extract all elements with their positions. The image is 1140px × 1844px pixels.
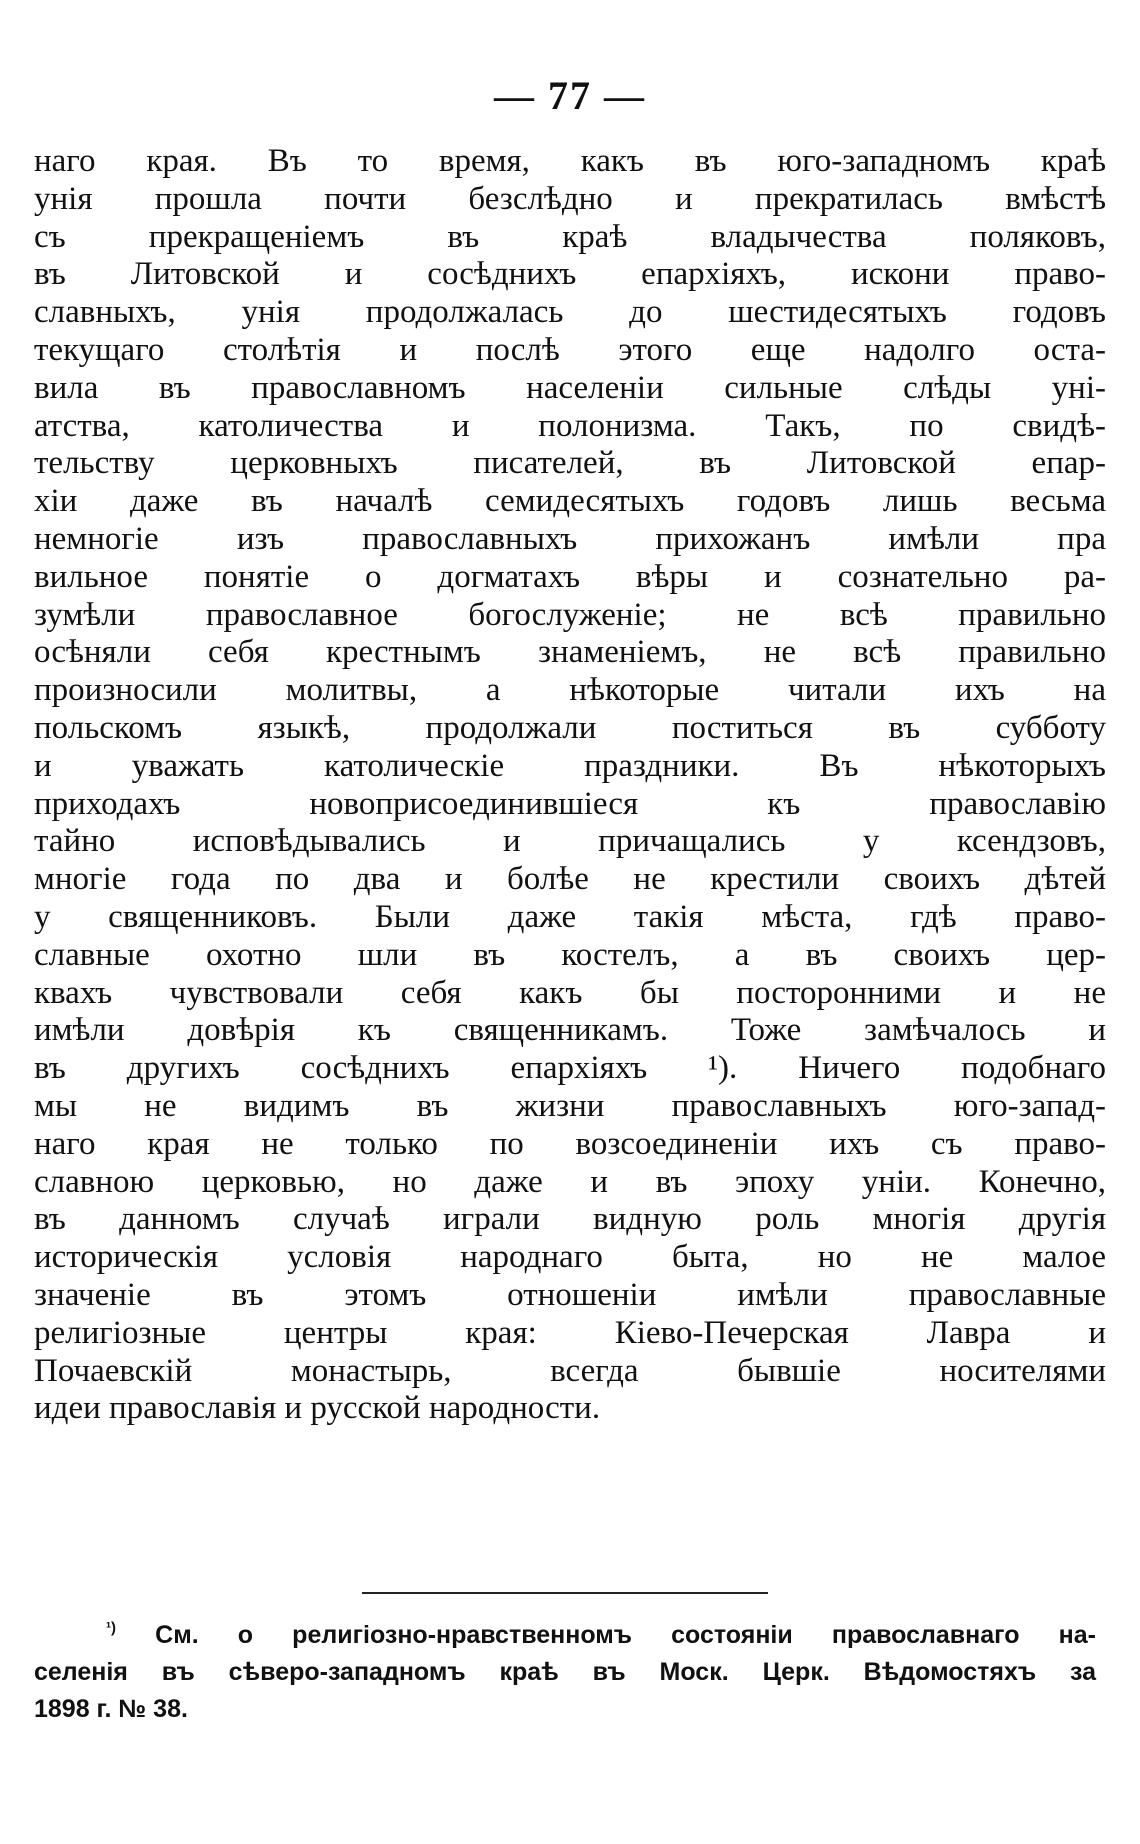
page-number: — 77 — [494, 73, 646, 118]
footnote-line [34, 1617, 1096, 1654]
footnote-marker: ¹) [106, 1619, 116, 1637]
text-line: вильное понятіе о догматахъ вѣры и сознательно ра- [34, 558, 1106, 595]
text-line: славною церковью, но даже и въ эпоху уніи. Конечно, [34, 1163, 1106, 1200]
text-line: наго края не только по возсоединеніи ихъ съ право- [34, 1125, 1106, 1162]
text-line: въ Литовской и сосѣднихъ епархіяхъ, искони право- [34, 256, 1106, 293]
footnote-line: 1898 г. № 38. [34, 1695, 188, 1723]
text-line: и уважать католическіе праздники. Въ нѣкоторыхъ [34, 747, 1106, 784]
text-line: славные охотно шли въ костелъ, а въ своихъ цер- [34, 936, 1106, 973]
text-line: религіозные центры края: Кіево-Печерская Лавра и [34, 1314, 1106, 1351]
footnote-divider [362, 1592, 768, 1594]
text-line: въ другихъ сосѣднихъ епархіяхъ ¹). Ничего подобнаго [34, 1050, 1106, 1087]
text-line: значеніе въ этомъ отношеніи имѣли православные [34, 1276, 1106, 1313]
footnote-text: См. о религіозно-нравственномъ состояніи православнаго на- [155, 1621, 1096, 1649]
body-text [34, 143, 1106, 1428]
text-line: въ данномъ случаѣ играли видную роль многія другія [34, 1201, 1106, 1238]
text-line: у священниковъ. Были даже такія мѣста, гдѣ право- [34, 898, 1106, 935]
text-line: квахъ чувствовали себя какъ бы посторонними и не [34, 974, 1106, 1011]
text-line: вила въ православномъ населеніи сильные слѣды уні- [34, 369, 1106, 406]
text-line: приходахъ новоприсоединившіеся къ православію [34, 785, 1106, 822]
footnote-line: селенія въ сѣверо-западномъ краѣ въ Моск. Церк. Вѣдомостяхъ за [34, 1658, 1096, 1686]
text-line: хіи даже въ началѣ семидесятыхъ годовъ лишь весьма [34, 483, 1106, 520]
text-line: идеи православія и русской народности. [34, 1390, 601, 1427]
text-line: польскомъ языкѣ, продолжали поститься въ субботу [34, 709, 1106, 746]
text-line: наго края. Въ то время, какъ въ юго-западномъ краѣ [34, 143, 1106, 179]
text-line: тайно исповѣдывались и причащались у ксендзовъ, [34, 823, 1106, 860]
text-line: осѣняли себя крестнымъ знаменіемъ, не всѣ правильно [34, 634, 1106, 671]
text-line: атства, католичества и полонизма. Такъ, по свидѣ- [34, 407, 1106, 444]
text-line: Почаевскій монастырь, всегда бывшіе носителями [34, 1352, 1106, 1389]
text-line: зумѣли православное богослуженіе; не всѣ правильно [34, 596, 1106, 633]
text-line: текущаго столѣтія и послѣ этого еще надолго оста- [34, 331, 1106, 368]
text-line: съ прекращеніемъ въ краѣ владычества поляковъ, [34, 218, 1106, 255]
text-line: немногіе изъ православныхъ прихожанъ имѣли пра [34, 520, 1106, 557]
text-line: имѣли довѣрія къ священникамъ. Тоже замѣчалось и [34, 1012, 1106, 1049]
text-line: тельству церковныхъ писателей, въ Литовской епар- [34, 445, 1106, 482]
text-line: славныхъ, унія продолжалась до шестидесятыхъ годовъ [34, 294, 1106, 331]
text-line: унія прошла почти безслѣдно и прекратилась вмѣстѣ [34, 180, 1106, 217]
text-line: многіе года по два и болѣе не крестили своихъ дѣтей [34, 861, 1106, 898]
footnote [34, 1617, 1096, 1728]
text-line: мы не видимъ въ жизни православныхъ юго-запад- [34, 1087, 1106, 1124]
text-line: историческія условія народнаго быта, но не малое [34, 1239, 1106, 1276]
text-line: произносили молитвы, а нѣкоторые читали ихъ на [34, 672, 1106, 709]
